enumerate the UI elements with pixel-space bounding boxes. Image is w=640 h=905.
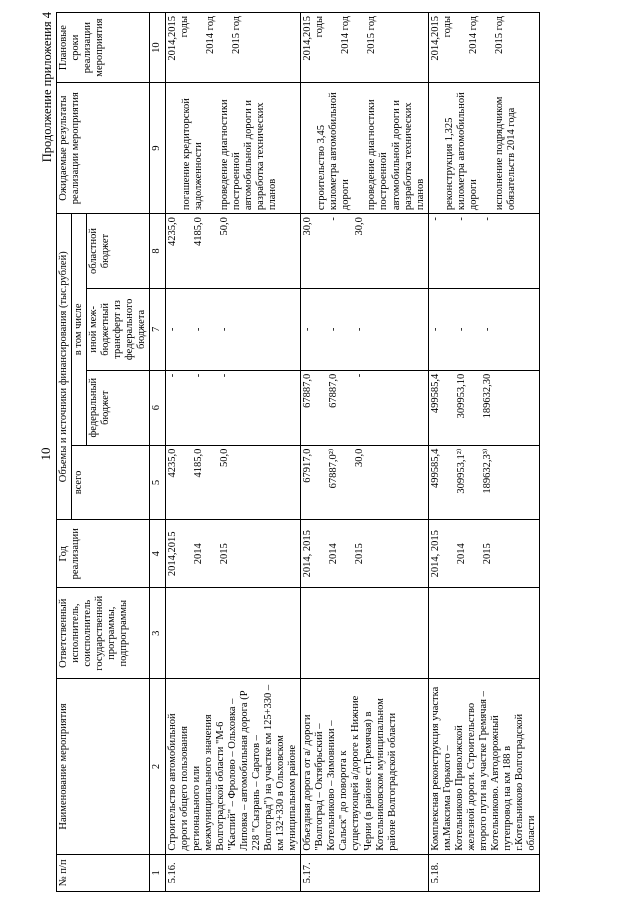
header-regional: областной бюджет: [87, 214, 150, 289]
column-index: 3: [150, 588, 165, 679]
total-value: 499585,4: [429, 448, 441, 488]
column-index: 7: [150, 288, 165, 370]
program-measures-table: [56, 12, 540, 892]
federal-value: -: [192, 373, 204, 378]
term-value: 2015 год: [230, 16, 242, 54]
year-value: 2014,2015: [166, 531, 178, 577]
federal-value-cell: [165, 370, 301, 445]
transfer-value-cell: [165, 288, 301, 370]
total-value: 4235,0: [166, 448, 178, 478]
executor-cell: [165, 588, 301, 679]
result-text: проведение диагностики построенной автомобильной дороги и разработка технических планов: [218, 99, 278, 211]
federal-value: 67887,0: [328, 373, 340, 408]
column-index: 6: [150, 370, 165, 445]
total-value: 30,0: [354, 448, 366, 467]
term-value: 2014,2015 годы: [429, 16, 453, 61]
total-value-cell: [428, 445, 540, 520]
transfer-value: -: [192, 327, 204, 332]
executor-cell: [301, 588, 429, 679]
federal-value: -: [166, 373, 178, 378]
column-index-row: [150, 13, 165, 892]
header-in-that-number: в том числе: [72, 214, 87, 445]
header-transfer: иной меж-бюджетный трансферт из федерального бюджета: [87, 288, 150, 370]
regional-value: -: [481, 217, 493, 221]
term-value-cell: [301, 13, 429, 83]
row-number: 5.17.: [301, 854, 429, 891]
federal-value-cell: [301, 370, 429, 445]
transfer-value: -: [429, 327, 441, 332]
column-index: 2: [150, 679, 165, 854]
transfer-value: -: [218, 327, 230, 332]
page-number: 10: [38, 447, 53, 461]
transfer-value: -: [354, 327, 366, 332]
federal-value-cell: [428, 370, 540, 445]
column-index: 4: [150, 520, 165, 588]
federal-value: -: [218, 373, 230, 378]
transfer-value-cell: [428, 288, 540, 370]
federal-value: 309953,10: [455, 373, 467, 419]
rotated-document-page: [40, 12, 600, 892]
federal-value: -: [354, 373, 366, 378]
year-value: 2014: [455, 543, 467, 565]
term-value-cell: [428, 13, 540, 83]
year-value-cell: [428, 520, 540, 588]
header-total: всего: [72, 445, 150, 520]
term-value: 2014,2015 годы: [166, 16, 190, 61]
year-value: 2015: [481, 543, 493, 565]
federal-value: 67887,0: [302, 373, 314, 408]
regional-value-cell: [165, 214, 301, 289]
regional-value-cell: [428, 214, 540, 289]
total-value: 67887,0²⁾: [328, 448, 340, 489]
header-name: Наименование мероприятия: [57, 679, 150, 854]
total-value: 50,0: [218, 448, 230, 467]
transfer-value: -: [455, 327, 467, 332]
result-text-cell: [428, 83, 540, 214]
measure-name: Объездная дорога от а/ дороги "Волгоград – Октябрьский – Котельниково – Зимовники – Сальск" до поворота к существующей а/дороге к Нижние Черни (в районе ст.Гремячая) в Котельниковском муниципальном районе Волгоградской области: [301, 679, 429, 854]
term-value: 2015 год: [366, 16, 378, 54]
column-index: 5: [150, 445, 165, 520]
column-index: 1: [150, 854, 165, 891]
total-value: 309953,1²⁾: [455, 448, 467, 494]
year-value: 2014: [192, 543, 204, 565]
transfer-value: -: [302, 327, 314, 332]
transfer-value: -: [481, 327, 493, 332]
header-funding-group: Объемы и источники финансирования (тыс.рублей): [57, 214, 72, 520]
column-index: 8: [150, 214, 165, 289]
total-value: 189632,3³⁾: [481, 448, 493, 494]
header-terms: Плановые сроки реализации мероприятия: [57, 13, 150, 83]
row-number: 5.16.: [165, 854, 301, 891]
row-number: 5.18.: [428, 854, 540, 891]
table-row: [165, 13, 301, 892]
regional-value: 50,0: [218, 217, 230, 236]
regional-value: -: [429, 217, 441, 221]
result-text: исполнение подрядчиком обязательств 2014 года: [493, 96, 517, 211]
header-federal: федеральный бюджет: [87, 370, 150, 445]
executor-cell: [428, 588, 540, 679]
result-text-cell: [165, 83, 301, 214]
continuation-caption: Продолжение приложения 4: [40, 12, 54, 163]
federal-value: 499585,4: [429, 373, 441, 414]
result-text: погашение кредиторской задолженности: [180, 98, 204, 211]
total-value: 4185,0: [192, 448, 204, 478]
term-value: 2014 год: [467, 16, 479, 54]
regional-value: 4235,0: [166, 217, 178, 246]
regional-value: 4185,0: [192, 217, 204, 246]
header-year: Год реализации: [57, 520, 150, 588]
year-value: 2014: [328, 543, 340, 565]
term-value: 2014 год: [204, 16, 216, 54]
year-value: 2015: [218, 543, 230, 565]
regional-value: 30,0: [302, 217, 314, 236]
table-row: [301, 13, 429, 892]
federal-value: 189632,30: [481, 373, 493, 419]
result-text: строительство 3,45 километра автомобильной дороги: [316, 92, 352, 211]
year-value: 2014, 2015: [429, 530, 441, 578]
term-value-cell: [165, 13, 301, 83]
transfer-value: -: [166, 327, 178, 332]
regional-value: 30,0: [354, 217, 366, 236]
total-value: 67917,0: [302, 448, 314, 483]
header-executor: Ответственный исполнитель, соисполнитель государственной программы, подпрограммы: [57, 588, 150, 679]
regional-value: -: [455, 217, 467, 221]
column-index: 10: [150, 13, 165, 83]
column-index: 9: [150, 83, 165, 214]
table-row: [428, 13, 540, 892]
result-text: реконструкция 1,325 километра автомобильной дороги: [443, 92, 479, 211]
measure-name: Комплексная реконструкция участка им.Максима Горького – Котельниково Приволжской железной дороги. Строительство второго пути на участке Гремячая – Котельниково. Автодорожный путепровод на км 188 в г.Котельниково Волгоградской области: [428, 679, 540, 854]
term-value: 2014,2015 годы: [302, 16, 326, 61]
regional-value-cell: [301, 214, 429, 289]
header-results: Ожидаемые результаты реализации мероприятия: [57, 83, 150, 214]
header-num: № п/п: [57, 854, 150, 891]
transfer-value: -: [328, 327, 340, 332]
year-value: 2015: [354, 543, 366, 565]
transfer-value-cell: [301, 288, 429, 370]
result-text-cell: [301, 83, 429, 214]
year-value: 2014, 2015: [302, 530, 314, 578]
term-value: 2014 год: [340, 16, 352, 54]
total-value-cell: [165, 445, 301, 520]
result-text: проведение диагностики построенной автомобильной дороги и разработка технических планов: [366, 99, 426, 211]
term-value: 2015 год: [493, 16, 505, 54]
year-value-cell: [301, 520, 429, 588]
regional-value: -: [328, 217, 340, 221]
year-value-cell: [165, 520, 301, 588]
measure-name: Строительство автомобильной дороги общего пользования регионального или межмуниципального значения Волгоградской области "М-6 "Каспий" – Фролово – Ольховка – Липовка – автомобильная дорога (Р 228 "Сызрань – Саратов – Волгоград") на участке км 125+330 – км 132+330 в Ольховском муниципальном районе: [165, 679, 301, 854]
total-value-cell: [301, 445, 429, 520]
